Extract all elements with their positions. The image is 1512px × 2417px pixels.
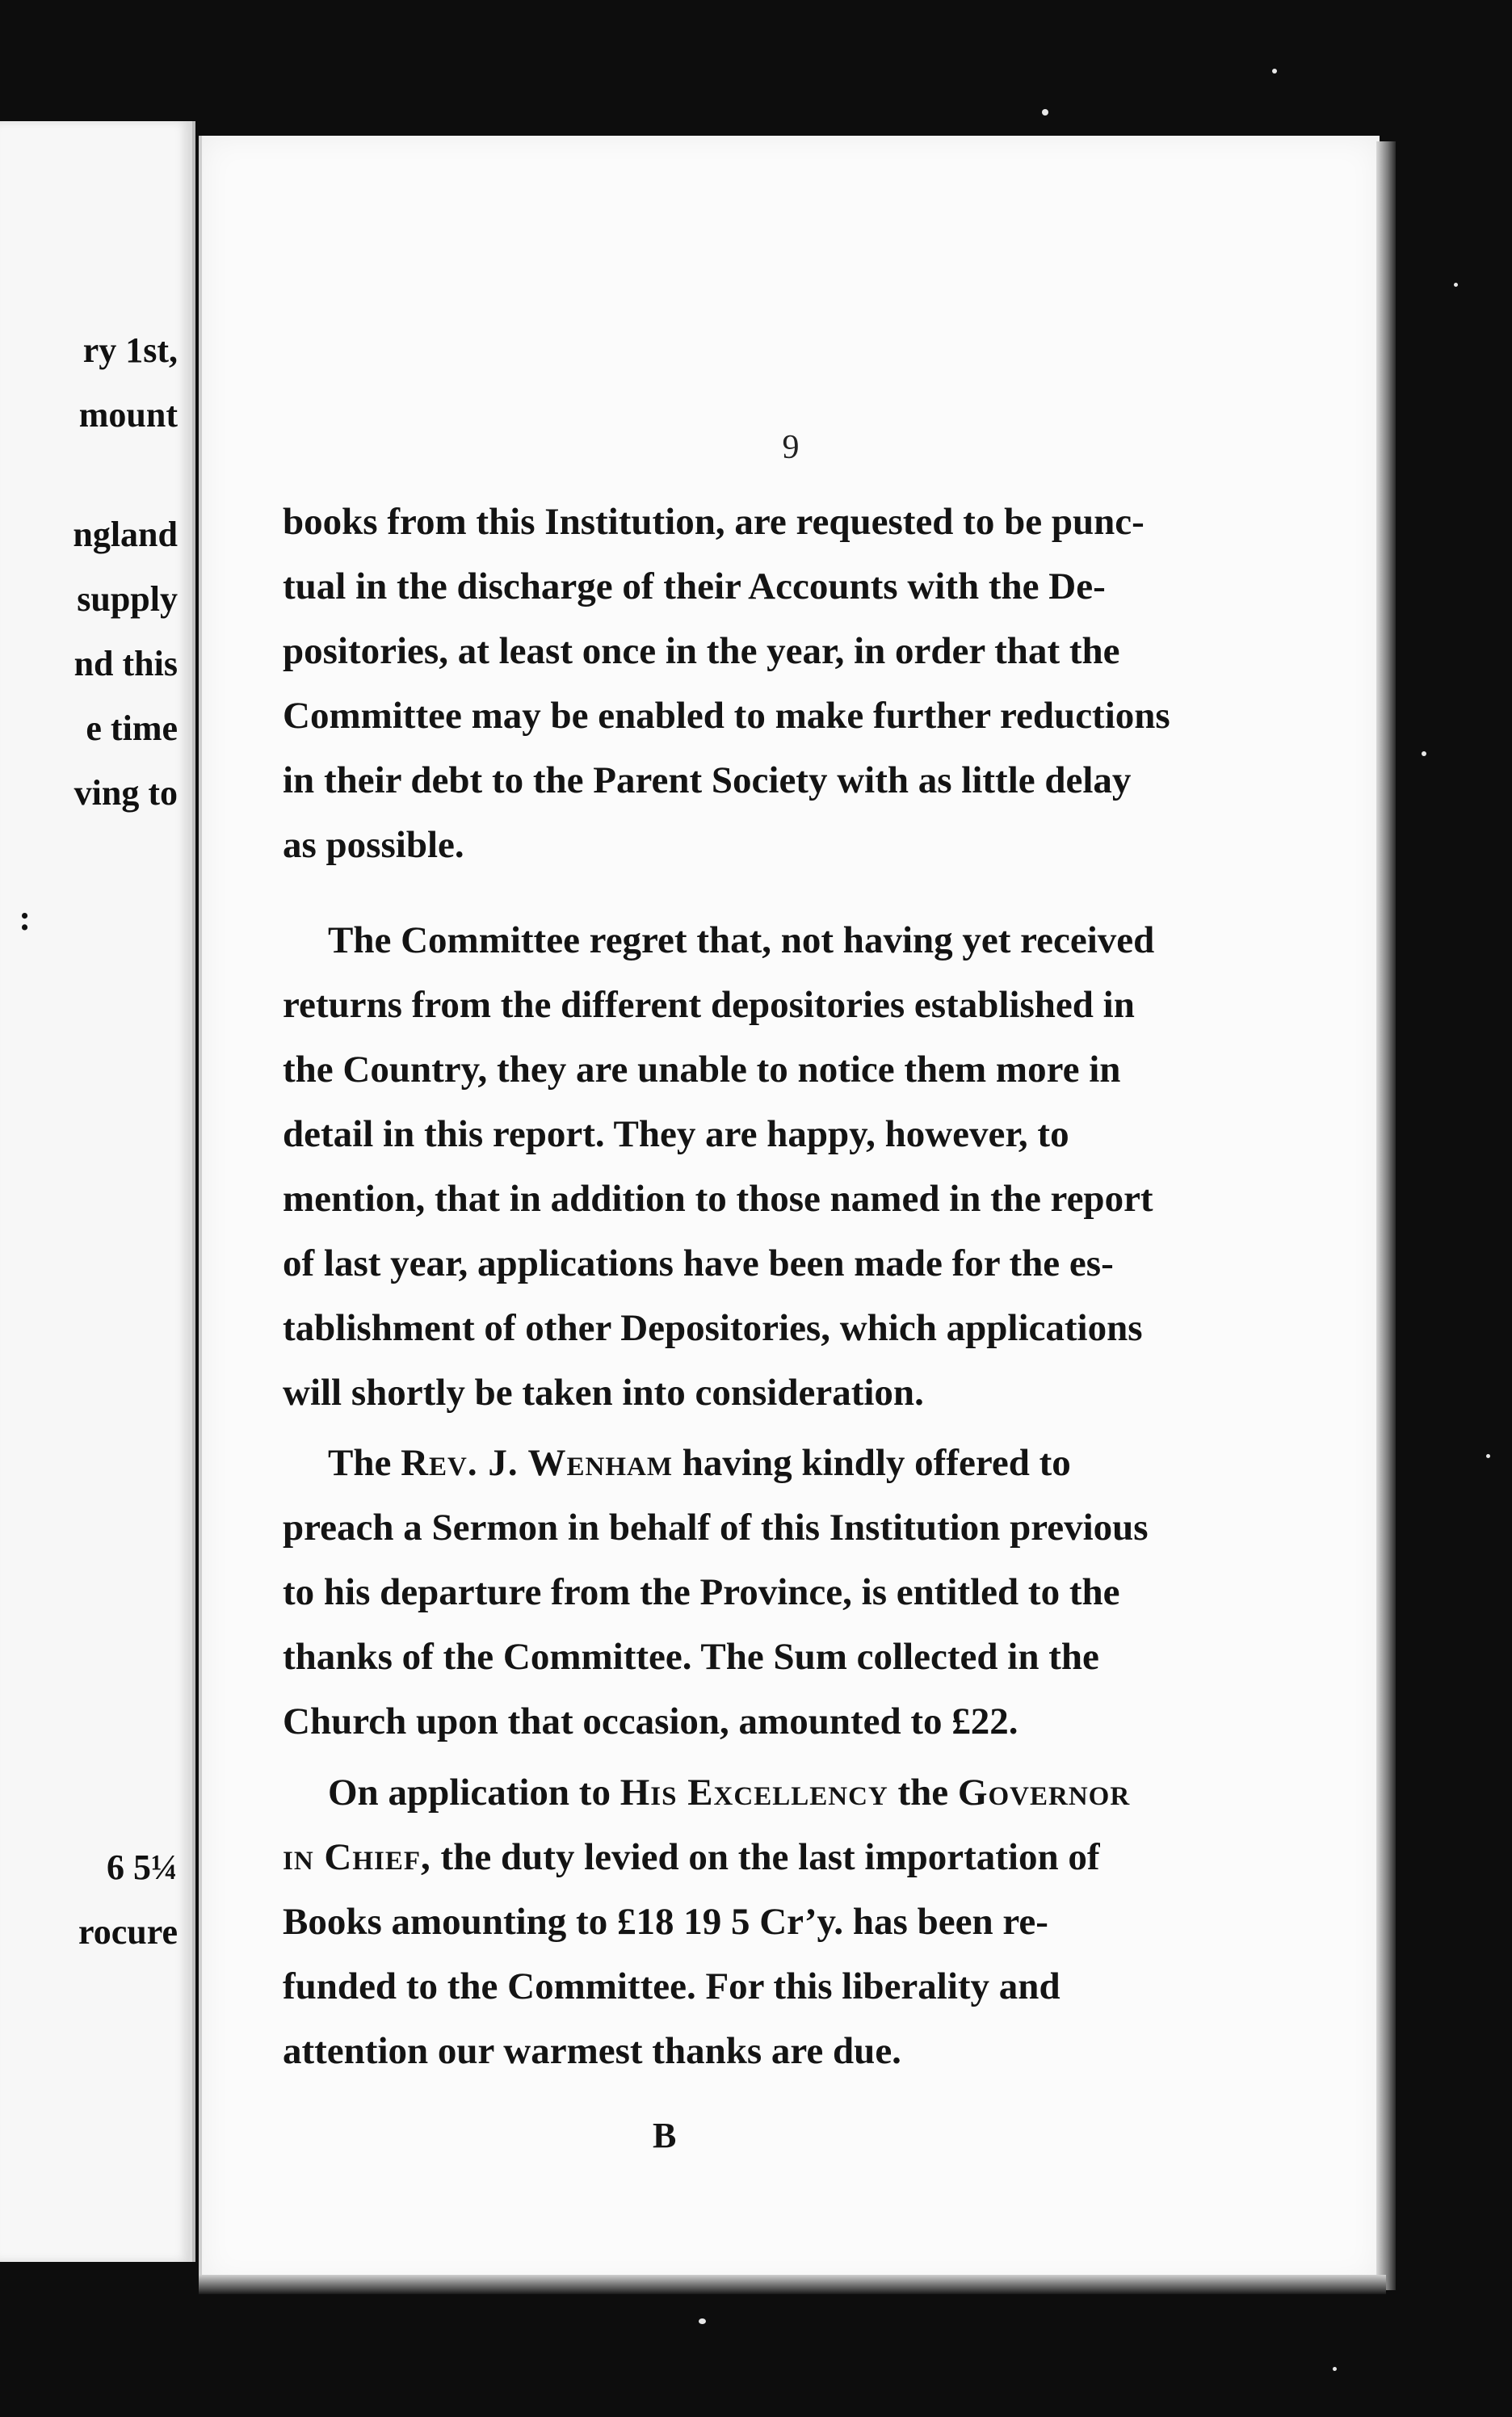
page-number: 9 xyxy=(782,429,800,466)
text-line: to his departure from the Province, is entitled to the xyxy=(283,1571,1120,1613)
dust-speck xyxy=(1454,283,1458,287)
left-page-fragment: : xyxy=(19,898,31,938)
text-line: detail in this report. They are happy, however, to xyxy=(283,1113,1069,1155)
text-line: positories, at least once in the year, in order that the xyxy=(283,630,1120,672)
text-line: books from this Institution, are requested to be punc- xyxy=(283,501,1144,543)
dust-speck xyxy=(1272,69,1277,74)
dust-speck xyxy=(1422,751,1426,756)
text-line: of last year, applications have been made for the es- xyxy=(283,1242,1114,1284)
text-line: thanks of the Committee. The Sum collected in the xyxy=(283,1636,1099,1678)
left-page-fragment: rocure xyxy=(78,1912,178,1952)
left-page-fragment: ngland xyxy=(73,515,178,554)
text-line: mention, that in addition to those named in the report xyxy=(283,1178,1153,1220)
text-line xyxy=(328,1444,1071,1482)
text-line: the Country, they are unable to notice them more in xyxy=(283,1049,1121,1091)
text-line: attention our warmest thanks are due. xyxy=(283,2030,901,2072)
left-page-fragment: ry 1st, xyxy=(82,330,178,370)
text-line: Committee may be enabled to make further reductions xyxy=(283,695,1170,737)
text-line xyxy=(283,1836,1100,1878)
text-line: tablishment of other Depositories, which applications xyxy=(283,1307,1143,1349)
text-line: Church upon that occasion, amounted to £22. xyxy=(283,1700,1018,1742)
title-text: Governor xyxy=(957,1772,1131,1814)
inline-text: The xyxy=(328,1442,392,1484)
text-line: as possible. xyxy=(283,824,464,866)
text-line: Books amounting to £18 19 5 Cr’y. has been re- xyxy=(283,1901,1048,1943)
left-page-fragment: nd this xyxy=(74,644,178,683)
dust-speck xyxy=(1333,2367,1337,2371)
text-line: in their debt to the Parent Society with as little delay xyxy=(283,759,1132,801)
text-line: The Committee regret that, not having yet received xyxy=(328,919,1155,961)
left-page-fragment: supply xyxy=(77,579,178,619)
dust-speck xyxy=(699,2318,706,2324)
text-line: will shortly be taken into consideration. xyxy=(283,1372,924,1414)
page-edge-bottom xyxy=(199,2275,1386,2294)
previous-page-strip xyxy=(0,121,195,2262)
inline-text: the xyxy=(897,1772,949,1814)
left-page-fragment: mount xyxy=(78,395,178,435)
left-page-fragment: e time xyxy=(86,708,178,748)
inline-text: having kindly offered to xyxy=(682,1442,1071,1484)
text-line: funded to the Committee. For this liberality and xyxy=(283,1965,1060,2007)
signature-mark: B xyxy=(653,2116,677,2155)
text-line: preach a Sermon in behalf of this Institution previous xyxy=(283,1507,1149,1549)
dust-speck xyxy=(1486,1454,1490,1458)
text-line: tual in the discharge of their Accounts with the De- xyxy=(283,565,1106,607)
text-line: returns from the different depositories established in xyxy=(283,984,1135,1026)
page-edge-right xyxy=(1376,141,1396,2290)
text-line xyxy=(328,1774,1130,1812)
book-page xyxy=(199,136,1380,2285)
title-text: in Chief, xyxy=(283,1836,431,1878)
inline-text: the duty levied on the last importation of xyxy=(440,1836,1100,1878)
minister-name: Rev. J. Wenham xyxy=(401,1442,674,1484)
title-text: His Excellency xyxy=(620,1772,888,1814)
inline-text: On application to xyxy=(328,1772,611,1814)
left-page-fragment: 6 5¼ xyxy=(107,1847,178,1887)
left-page-fragment: ving to xyxy=(74,773,178,813)
dust-speck xyxy=(1042,109,1048,116)
